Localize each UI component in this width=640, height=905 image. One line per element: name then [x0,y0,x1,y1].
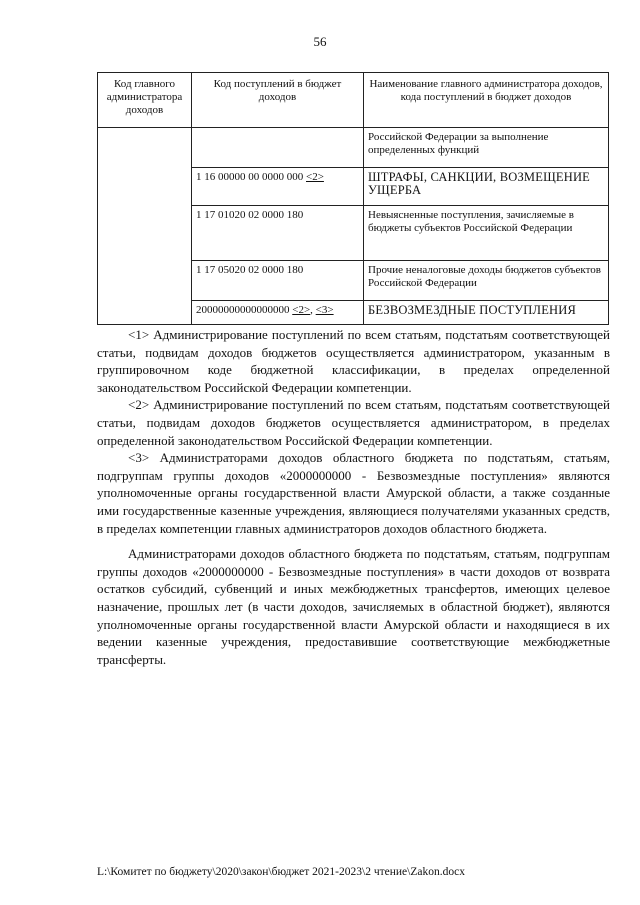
footnote-2: <2> Администрирование поступлений по всем статьям, подстатьям соответствующей статьи, подвидам доходов бюджетов осуществляется администратором, в пределах определенной законодательством Российской Федерации компетенции. [97,397,610,448]
revenue-code-cell [192,168,364,206]
name-cell: Невыясненные поступления, зачисляемые в бюджеты субъектов Российской Федерации [364,206,609,261]
table-row [98,128,609,168]
revenue-code-cell [192,301,364,325]
name-cell: БЕЗВОЗМЕЗДНЫЕ ПОСТУПЛЕНИЯ [364,301,609,325]
page-number: 56 [313,34,327,49]
revenue-code-cell: 1 17 05020 02 0000 180 [192,261,364,301]
footnote-3: <3> Администраторами доходов областного бюджета по подстатьям, статьям, подгруппам группы доходов «2000000000 - Безвозмездные поступления» являются уполномоченные органы государственной власти Амурской области, а также созданные ими государственные казенные учреждения, являющиеся получателями указанных средств, в пределах компетенции главных администраторов доходов областного бюджета. [97,450,610,536]
header-revenue-code: Код поступлений в бюджет доходов [192,73,364,128]
footer-file-path: L:\Комитет по бюджету\2020\закон\бюджет 2021-2023\2 чтение\Zakon.docx [97,866,465,878]
name-cell: Прочие неналоговые доходы бюджетов субъектов Российской Федерации [364,261,609,301]
admin-code-cell [98,128,192,325]
name-cell: Российской Федерации за выполнение определенных функций [364,128,609,168]
table-header [98,73,609,128]
note-ref: <2> [292,304,311,316]
header-admin-code: Код главного администратора доходов [98,73,192,128]
footnote-1: <1> Администрирование поступлений по всем статьям, подстатьям соответствующей статьи, подвидам доходов бюджетов осуществляется администратором, указанным в группировочном коде бюджетной классификации, в пределах определенной законодательством Российской Федерации компетенции. [97,327,610,395]
note-ref: <3> [315,304,334,316]
revenue-code: 1 16 00000 00 0000 000 [196,171,304,183]
footnotes [97,326,610,668]
name-cell: ШТРАФЫ, САНКЦИИ, ВОЗМЕЩЕНИЕ УЩЕРБА [364,168,609,206]
revenue-code-cell: 1 17 01020 02 0000 180 [192,206,364,261]
revenue-code-cell [192,128,364,168]
note-ref: <2> [306,171,324,183]
revenue-codes-table [97,72,609,325]
body-paragraph: Администраторами доходов областного бюджета по подстатьям, статьям, подгруппам группы доходов «2000000000 - Безвозмездные поступления» в части доходов от возврата остатков субсидий, субвенций и иных межбюджетных трансфертов, имеющих целевое назначение, прошлых лет (в части доходов, зачисляемых в областной бюджет), являются уполномоченные органы государственной власти Амурской области и находящиеся в их ведении казенные учреждения, предоставившие соответствующие межбюджетные трансферты. [97,546,610,667]
note-separator: , [310,304,316,316]
header-name: Наименование главного администратора доходов, кода поступлений в бюджет доходов [364,73,609,128]
revenue-code: 20000000000000000 [196,304,290,316]
